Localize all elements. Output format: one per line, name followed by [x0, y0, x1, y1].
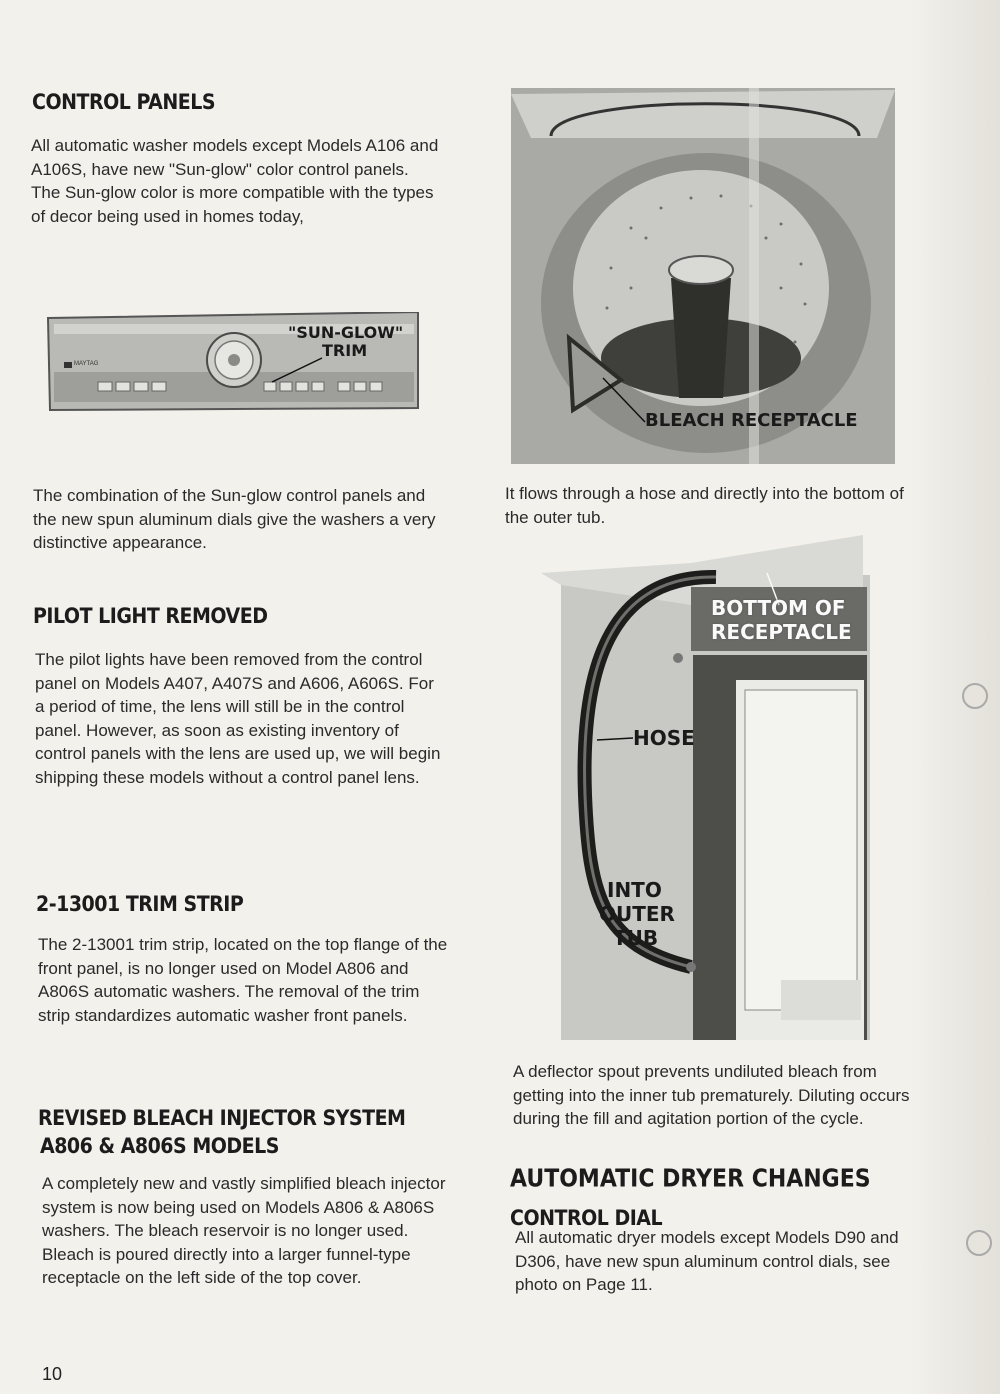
tub-label: TUB: [613, 926, 659, 950]
heading-control-dial: CONTROL DIAL: [510, 1206, 663, 1231]
washer-tub-photo: [511, 88, 895, 464]
deflector-spout-caption: A deflector spout prevents undiluted bleach from getting into the inner tub prematurely. Diluting occurs during the fill and agitation portion of the cycle.: [513, 1062, 910, 1128]
heading-dryer-changes: AUTOMATIC DRYER CHANGES: [510, 1165, 871, 1193]
bleach-hose-photo: [541, 535, 870, 1040]
control-dial-paragraph: All automatic dryer models except Models D90 and D306, have new spun aluminum control dials, see photo on Page 11.: [515, 1228, 899, 1294]
trim-label: TRIM: [322, 341, 368, 360]
panel-brand-text: MAYTAG: [74, 361, 99, 367]
heading-bleach-injector-line2: A806 & A806S MODELS: [40, 1134, 279, 1159]
bottom-of-receptacle-label-line2: RECEPTACLE: [711, 620, 852, 644]
tub-illustration: [511, 88, 895, 464]
bottom-of-receptacle-label-line1: BOTTOM OF: [711, 596, 846, 620]
heading-trim-strip: 2-13001 TRIM STRIP: [36, 892, 244, 917]
heading-pilot-light: PILOT LIGHT REMOVED: [33, 604, 268, 629]
sun-glow-label: "SUN-GLOW": [288, 323, 404, 342]
hose-flow-caption: It flows through a hose and directly into the bottom of the outer tub.: [505, 484, 904, 527]
page-number: 10: [42, 1364, 63, 1384]
into-label: INTO: [607, 878, 662, 902]
trim-strip-paragraph: The 2-13001 trim strip, located on the top flange of the front panel, is no longer used on Model A806 and A806S automatic washers. The removal of the trim strip standardizes automatic washer front panels.: [38, 935, 448, 1025]
bleach-receptacle-label: BLEACH RECEPTACLE: [645, 410, 858, 431]
sun-glow-combination-paragraph: The combination of the Sun-glow control panels and the new spun aluminum dials give the washers a very distinctive appearance.: [33, 486, 436, 552]
control-panels-paragraph: All automatic washer models except Models A106 and A106S, have new "Sun-glow" color control panels. The Sun-glow color is more compatible with the types of decor being used in homes today,: [31, 136, 439, 226]
control-panel-photo: [46, 312, 420, 412]
outer-label: OUTER: [599, 902, 675, 926]
hose-label: HOSE: [633, 726, 695, 750]
bleach-injector-paragraph: A completely new and vastly simplified bleach injector system is now being used on Models A806 & A806S washers. The bleach reservoir is no longer used. Bleach is poured directly into a larger funnel-type receptacle on the left side of the top cover.: [42, 1174, 446, 1287]
heading-control-panels: CONTROL PANELS: [32, 90, 216, 115]
heading-bleach-injector-line1: REVISED BLEACH INJECTOR SYSTEM: [38, 1106, 406, 1131]
binder-hole-mark: [966, 1230, 992, 1256]
binder-hole-mark: [962, 683, 988, 709]
pilot-light-paragraph: The pilot lights have been removed from the control panel on Models A407, A407S and A606, A606S. For a period of time, the lens will still be in the control panel. However, as soon as existing inventory of control panels with the lens are used up, we will begin shipping these models without a control panel lens.: [35, 650, 441, 787]
